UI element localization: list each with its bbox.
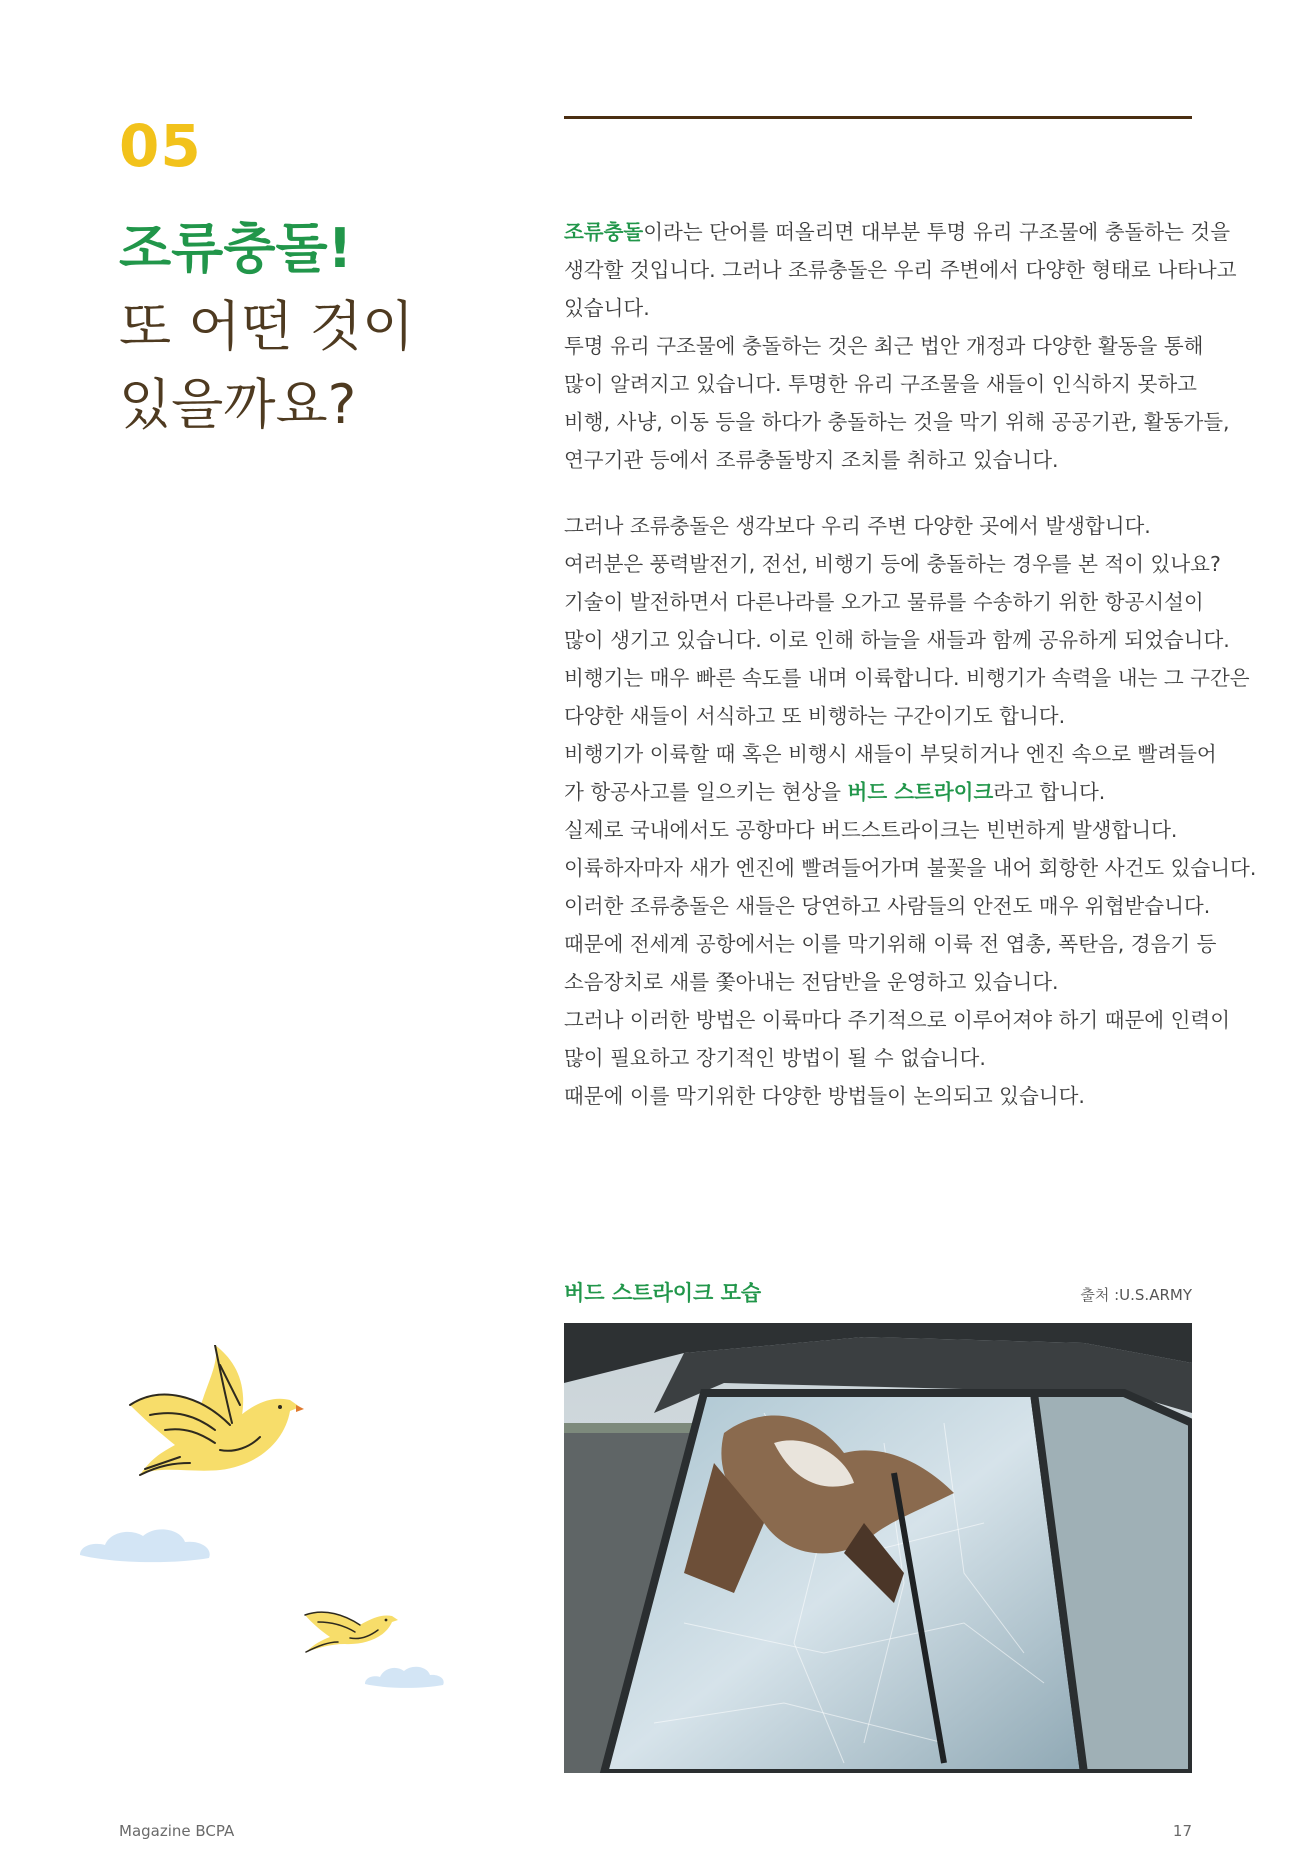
highlight-term: 버드 스트라이크	[847, 780, 994, 804]
text-line: 기술이 발전하면서 다른나라를 오가고 물류를 수송하기 위한 항공시설이	[564, 590, 1204, 614]
paragraph-main	[564, 507, 1257, 1115]
text-line: 많이 필요하고 장기적인 방법이 될 수 없습니다.	[564, 1046, 986, 1070]
small-cloud-icon	[362, 1660, 447, 1690]
text-line: 소음장치로 새를 쫓아내는 전담반을 운영하고 있습니다.	[564, 970, 1059, 994]
cloud-icon	[75, 1520, 215, 1565]
text-line: 비행기는 매우 빠른 속도를 내며 이륙합니다. 비행기가 속력을 내는 그 구간은	[564, 666, 1250, 690]
small-yellow-bird-icon	[300, 1600, 400, 1655]
text-line: 이러한 조류충돌은 새들은 당연하고 사람들의 안전도 매우 위협받습니다.	[564, 894, 1211, 918]
highlight-term: 조류충돌	[564, 220, 644, 244]
yellow-bird-icon	[120, 1345, 305, 1485]
bird-beak	[296, 1405, 304, 1412]
text-line: 이륙하자마자 새가 엔진에 빨려들어가며 불꽃을 내어 회항한 사건도 있습니다.	[564, 856, 1257, 880]
text-line: 실제로 국내에서도 공항마다 버드스트라이크는 빈번하게 발생합니다.	[564, 818, 1178, 842]
text-line: 많이 알려지고 있습니다. 투명한 유리 구조물을 새들이 인식하지 못하고	[564, 372, 1197, 396]
bird-eye	[278, 1405, 282, 1409]
text-line: 다양한 새들이 서식하고 또 비행하는 구간이기도 합니다.	[564, 704, 1066, 728]
text-line	[564, 773, 1192, 811]
bird-strike-photo	[564, 1323, 1192, 1773]
text-span: 가 항공사고를 일으키는 현상을	[564, 780, 848, 804]
page-number: 17	[1172, 1822, 1192, 1840]
figure-caption: 버드 스트라이크 모습	[564, 1281, 762, 1305]
text-line: 그러나 조류충돌은 생각보다 우리 주변 다양한 곳에서 발생합니다.	[564, 514, 1151, 538]
title-line-3: 있을까요?	[119, 373, 357, 436]
text-line: 많이 생기고 있습니다. 이로 인해 하늘을 새들과 함께 공유하게 되었습니다.	[564, 628, 1230, 652]
section-number: 05	[119, 112, 202, 180]
text-line: 연구기관 등에서 조류충돌방지 조치를 취하고 있습니다.	[564, 448, 1059, 472]
text-line: 때문에 이를 막기위한 다양한 방법들이 논의되고 있습니다.	[564, 1084, 1085, 1108]
text-line: 여러분은 풍력발전기, 전선, 비행기 등에 충돌하는 경우를 본 적이 있나요?	[564, 552, 1221, 576]
title-line-2: 또 어떤 것이	[119, 295, 415, 358]
bird-strike-photo-drawing	[564, 1323, 1192, 1773]
text-line: 때문에 전세계 공항에서는 이를 막기위해 이륙 전 엽총, 폭탄음, 경음기 등	[564, 932, 1217, 956]
text-span: 이라는 단어를 떠올리면 대부분 투명 유리 구조물에 충돌하는 것을	[643, 220, 1231, 244]
text-line	[564, 213, 1231, 251]
text-line: 비행, 사냥, 이동 등을 하다가 충돌하는 것을 막기 위해 공공기관, 활동가들,	[564, 410, 1230, 434]
page-title	[119, 210, 414, 444]
text-line: 생각할 것입니다. 그러나 조류충돌은 우리 주변에서 다양한 형태로 나타나고	[564, 258, 1237, 282]
title-line-1: 조류충돌!	[119, 217, 353, 280]
text-line: 그러나 이러한 방법은 이륙마다 주기적으로 이루어져야 하기 때문에 인력이	[564, 1008, 1231, 1032]
text-line: 있습니다.	[564, 296, 650, 320]
text-line: 비행기가 이륙할 때 혹은 비행시 새들이 부딪히거나 엔진 속으로 빨려들어	[564, 742, 1217, 766]
text-line: 투명 유리 구조물에 충돌하는 것은 최근 법안 개정과 다양한 활동을 통해	[564, 334, 1204, 358]
paragraph-intro	[564, 213, 1237, 479]
figure-source: 출처 :U.S.ARMY	[1080, 1286, 1192, 1304]
magazine-name: Magazine BCPA	[119, 1822, 235, 1840]
text-span: 라고 합니다.	[993, 780, 1106, 804]
top-divider	[564, 116, 1192, 119]
